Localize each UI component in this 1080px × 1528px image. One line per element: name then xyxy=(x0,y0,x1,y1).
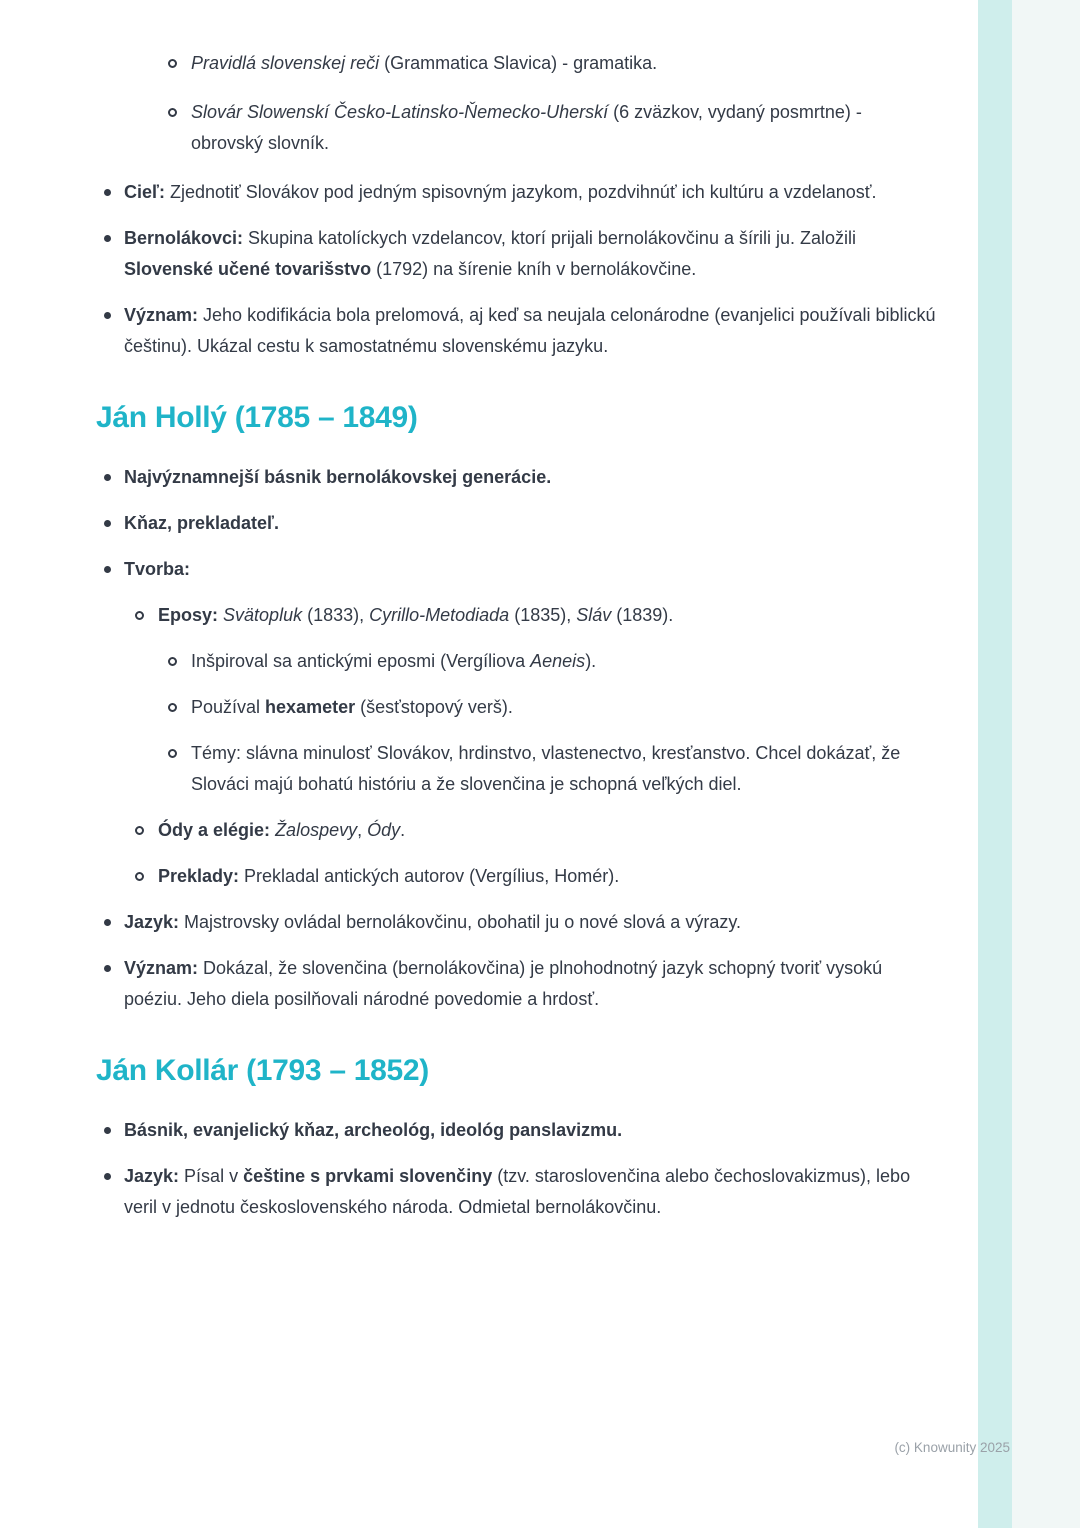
list-item xyxy=(158,646,936,677)
text-run: Prekladal antických autorov (Vergílius, Homér). xyxy=(239,866,620,886)
text-run: (1833), xyxy=(302,605,370,625)
text-run: (1792) na šírenie kníh v bernolákovčine. xyxy=(371,259,697,279)
text-run: Inšpiroval sa antickými eposmi (Vergíliova xyxy=(191,651,531,671)
work-title: Ódy xyxy=(367,820,401,840)
list-item-eposy xyxy=(124,600,936,800)
bold-phrase: Najvýznamnejší básnik bernolákovskej generácie. xyxy=(124,467,552,487)
kollar-points-list xyxy=(96,1115,936,1223)
text-run: Jeho kodifikácia bola prelomová, aj keď sa neujala celonárodne (evanjelici používali biblickú češtinu). Ukázal cestu k samostatnému slovenskému jazyku. xyxy=(124,305,936,356)
bernolak-points-list xyxy=(96,177,936,362)
list-item-vyznam xyxy=(96,953,936,1015)
text-run: Písal v xyxy=(179,1166,244,1186)
text-run: (šesťstopový verš). xyxy=(355,697,513,717)
term-label: Eposy: xyxy=(158,605,219,625)
list-item-jazyk xyxy=(96,1161,936,1223)
bernolak-works-sublist xyxy=(96,48,936,159)
text-run: , xyxy=(357,820,368,840)
text-run: . xyxy=(400,820,406,840)
work-rest: (Grammatica Slavica) - gramatika. xyxy=(379,53,658,73)
text-run: (tzv. staroslovenčina alebo čechoslovakizmus), lebo veril v jednotu československého národa. Odmietal bernolákovčinu. xyxy=(124,1166,911,1217)
page-edge-band xyxy=(1012,0,1080,1528)
list-item-work xyxy=(158,48,936,79)
list-item xyxy=(96,462,936,493)
bold-phrase: Slovenské učené tovarišstvo xyxy=(124,259,372,279)
bold-phrase: Kňaz, prekladateľ. xyxy=(124,513,279,533)
term-label: Preklady: xyxy=(158,866,240,886)
list-item xyxy=(158,738,936,800)
list-item-preklady xyxy=(124,861,936,892)
term-label: Ódy a elégie: xyxy=(158,820,271,840)
term-label: Bernolákovci: xyxy=(124,228,244,248)
term-label: Cieľ: xyxy=(124,182,165,202)
notes-content xyxy=(96,48,936,1238)
bold-phrase: češtine s prvkami slovenčiny xyxy=(243,1166,493,1186)
list-item-ciel xyxy=(96,177,936,208)
text-run: Používal xyxy=(191,697,266,717)
work-title: Sláv xyxy=(576,605,612,625)
list-item xyxy=(96,1115,936,1146)
list-item-vyznam xyxy=(96,300,936,362)
work-title: Pravidlá slovenskej reči xyxy=(191,53,380,73)
term-label: Jazyk: xyxy=(124,912,180,932)
list-item-work xyxy=(158,97,936,159)
text-run: (1835), xyxy=(509,605,577,625)
work-title: Aeneis xyxy=(530,651,586,671)
holly-points-list xyxy=(96,462,936,1015)
term-label: Význam: xyxy=(124,305,199,325)
work-rest: (6 zväzkov, vydaný posmrtne) - obrovský slovník. xyxy=(191,102,862,153)
list-item xyxy=(96,508,936,539)
section-heading-holly: Ján Hollý (1785 – 1849) xyxy=(96,401,418,434)
bold-phrase: hexameter xyxy=(265,697,356,717)
text-run: Dokázal, že slovenčina (bernolákovčina) je plnohodnotný jazyk schopný tvoriť vysokú poéziu. Jeho diela posilňovali národné povedomie a hrdosť. xyxy=(124,958,883,1009)
list-item xyxy=(158,692,936,723)
term-label: Tvorba: xyxy=(124,559,191,579)
text-run: ). xyxy=(585,651,597,671)
text-run: Skupina katolíckych vzdelancov, ktorí prijali bernolákovčinu a šírili ju. Založili xyxy=(243,228,856,248)
text-run: Zjednotiť Slovákov pod jedným spisovným jazykom, pozdvihnúť ich kultúru a vzdelanosť. xyxy=(164,182,877,202)
work-title: Žalospevy xyxy=(275,820,358,840)
tvorba-sublist xyxy=(124,600,936,892)
section-heading-kollar: Ján Kollár (1793 – 1852) xyxy=(96,1054,429,1087)
work-title: Slovár Slowenskí Česko-Latinsko-Ňemecko-Uherskí xyxy=(191,102,609,122)
text-run: Majstrovsky ovládal bernolákovčinu, obohatil ju o nové slová a výrazy. xyxy=(179,912,741,932)
eposy-sublist xyxy=(158,646,936,800)
term-label: Jazyk: xyxy=(124,1166,180,1186)
work-title: Cyrillo-Metodiada xyxy=(369,605,510,625)
list-item-jazyk xyxy=(96,907,936,938)
text-run: Témy: slávna minulosť Slovákov, hrdinstvo, vlastenectvo, kresťanstvo. Chcel dokázať, že Slováci majú bohatú históriu a že slovenčina je schopná veľkých diel. xyxy=(191,743,901,794)
list-item-bernolakovci xyxy=(96,223,936,285)
list-item-ody xyxy=(124,815,936,846)
bold-phrase: Básnik, evanjelický kňaz, archeológ, ideológ panslavizmu. xyxy=(124,1120,623,1140)
text-run: (1839). xyxy=(611,605,674,625)
term-label: Význam: xyxy=(124,958,199,978)
work-title: Svätopluk xyxy=(223,605,303,625)
page-accent-stripe xyxy=(978,0,1012,1528)
list-item-tvorba xyxy=(96,554,936,892)
footer-credit: (c) Knowunity 2025 xyxy=(894,1440,1010,1455)
